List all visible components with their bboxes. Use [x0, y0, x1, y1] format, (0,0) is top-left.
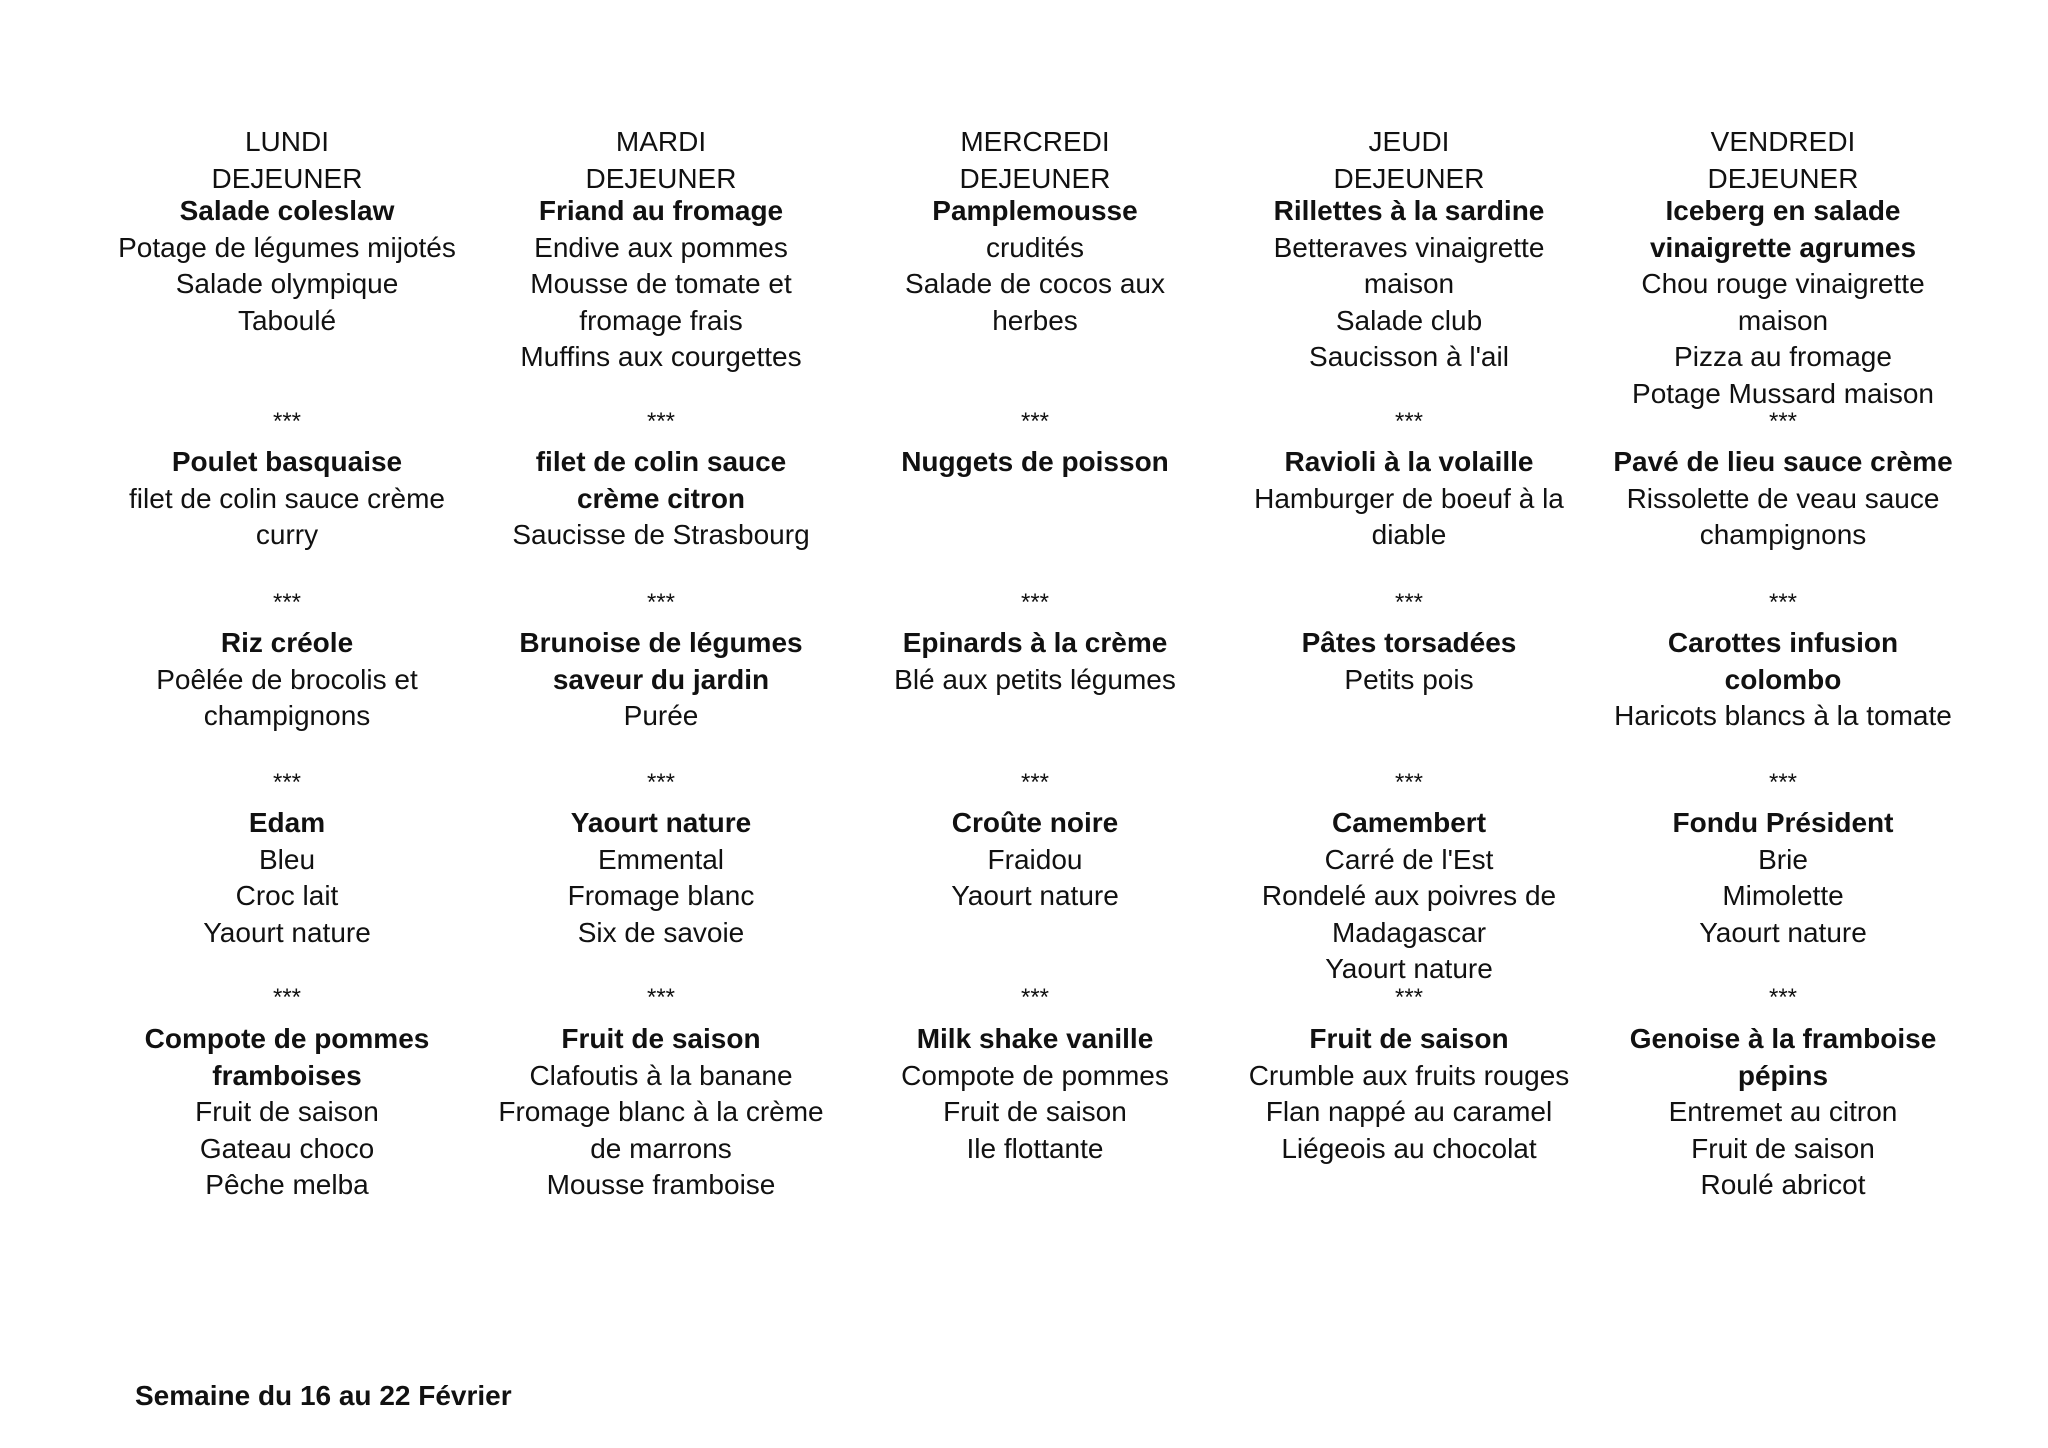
course-separator: *** — [1394, 769, 1424, 796]
dish-main-option: Pamplemousse — [932, 195, 1138, 226]
day-name: JEUDI — [1368, 126, 1450, 157]
dish-alternative: Haricots blancs à la tomate — [1614, 700, 1952, 731]
dish-main-option: Genoise à la framboise pépins — [1629, 1023, 1937, 1091]
day-column-jeudi — [1221, 0, 1597, 1300]
meal-label: DEJEUNER — [1707, 162, 1859, 194]
day-name: VENDREDI — [1710, 126, 1856, 157]
course-separator: *** — [1768, 589, 1798, 616]
dish-alternative: Taboulé — [237, 304, 337, 336]
dish-alternative: Mousse de tomate et fromage frais — [530, 268, 792, 336]
course-separator: *** — [1020, 769, 1050, 796]
dish-alternative: Saucisse de Strasbourg — [512, 519, 810, 550]
dish-main-option: Poulet basquaise — [171, 446, 403, 477]
course-desserts — [99, 1021, 475, 1204]
day-name: LUNDI — [244, 126, 329, 157]
course-starters — [1595, 193, 1971, 412]
dish-alternative: Rondelé aux poivres de Madagascar — [1261, 880, 1557, 948]
dish-main-option: Riz créole — [220, 627, 354, 658]
course-desserts — [1221, 1021, 1597, 1167]
dish-alternative: Salade de cocos aux herbes — [905, 268, 1165, 336]
course-starters — [847, 193, 1223, 339]
dish-main-option: Fruit de saison — [561, 1023, 761, 1054]
day-header — [847, 124, 1223, 197]
meal-label: DEJEUNER — [959, 162, 1111, 194]
dish-alternative: Saucisson à l'ail — [1309, 341, 1509, 372]
dish-alternative: Endive aux pommes — [534, 231, 788, 263]
dish-main-option: Ravioli à la volaille — [1284, 446, 1534, 477]
dish-main-option: Friand au fromage — [538, 195, 784, 226]
dish-alternative: Six de savoie — [577, 916, 745, 948]
course-separator: *** — [1768, 769, 1798, 796]
course-sides — [1221, 625, 1597, 698]
course-separator: *** — [272, 984, 302, 1011]
course-separator: *** — [1020, 984, 1050, 1011]
course-desserts — [1595, 1021, 1971, 1204]
course-separator: *** — [272, 769, 302, 796]
dish-alternative: Flan nappé au caramel — [1265, 1096, 1553, 1127]
course-separator: *** — [1394, 589, 1424, 616]
dish-alternative: Chou rouge vinaigrette maison — [1641, 268, 1925, 336]
dish-alternative: Yaourt nature — [203, 916, 371, 948]
course-separator: *** — [272, 408, 302, 435]
course-desserts — [473, 1021, 849, 1204]
dish-alternative: Pizza au fromage — [1674, 341, 1892, 372]
course-separator: *** — [646, 589, 676, 616]
dish-alternative: Croc lait — [235, 880, 339, 911]
course-separator: *** — [1394, 984, 1424, 1011]
course-separator: *** — [1020, 589, 1050, 616]
course-mains — [1221, 444, 1597, 554]
dish-alternative: Salade olympique — [175, 268, 399, 299]
dish-main-option: Nuggets de poisson — [901, 446, 1169, 477]
dish-alternative: Potage Mussard maison — [1632, 377, 1934, 409]
dish-alternative: Yaourt nature — [951, 880, 1119, 911]
dish-alternative: filet de colin sauce crème curry — [129, 482, 445, 550]
dish-alternative: Poêlée de brocolis et champignons — [156, 663, 418, 731]
meal-label: DEJEUNER — [1333, 162, 1485, 194]
dish-alternative: Bleu — [258, 843, 316, 875]
dish-alternative: Entremet au citron — [1668, 1096, 1898, 1127]
course-mains — [99, 444, 475, 554]
dish-alternative: Muffins aux courgettes — [520, 341, 802, 372]
day-header — [1221, 124, 1597, 197]
course-sides — [473, 625, 849, 735]
meal-label: DEJEUNER — [585, 162, 737, 194]
dish-alternative: Gateau choco — [199, 1132, 375, 1164]
dish-main-option: Compote de pommes framboises — [144, 1023, 430, 1091]
day-header — [99, 124, 475, 197]
dish-alternative: Rissolette de veau sauce champignons — [1626, 482, 1940, 550]
dish-alternative: Ile flottante — [966, 1132, 1104, 1164]
dish-alternative: Petits pois — [1344, 663, 1474, 695]
dish-alternative: crudités — [985, 231, 1085, 263]
course-cheeses — [1221, 805, 1597, 988]
dish-alternative: Fromage blanc — [567, 880, 755, 911]
course-cheeses — [1595, 805, 1971, 951]
dish-main-option: Fruit de saison — [1309, 1023, 1509, 1054]
dish-alternative: Yaourt nature — [1325, 953, 1493, 984]
dish-main-option: Milk shake vanille — [916, 1023, 1154, 1054]
dish-main-option: Carottes infusion colombo — [1667, 627, 1899, 695]
day-header — [1595, 124, 1971, 197]
course-cheeses — [847, 805, 1223, 915]
course-cheeses — [99, 805, 475, 951]
dish-main-option: filet de colin sauce crème citron — [535, 446, 787, 514]
dish-main-option: Edam — [248, 807, 326, 838]
dish-alternative: Mimolette — [1722, 880, 1844, 911]
course-starters — [473, 193, 849, 376]
dish-alternative: Fruit de saison — [1691, 1132, 1875, 1164]
meal-label: DEJEUNER — [211, 162, 363, 194]
day-header — [473, 124, 849, 197]
course-mains — [473, 444, 849, 554]
dish-alternative: Roulé abricot — [1700, 1169, 1866, 1200]
dish-alternative: Liégeois au chocolat — [1281, 1132, 1537, 1164]
course-separator: *** — [646, 408, 676, 435]
dish-main-option: Brunoise de légumes saveur du jardin — [519, 627, 803, 695]
dish-alternative: Clafoutis à la banane — [529, 1059, 793, 1091]
dish-main-option: Fondu Président — [1672, 807, 1894, 838]
day-name: MERCREDI — [960, 126, 1110, 157]
dish-main-option: Yaourt nature — [570, 807, 752, 838]
dish-alternative: Crumble aux fruits rouges — [1248, 1059, 1570, 1091]
dish-alternative: Salade club — [1335, 304, 1483, 336]
dish-alternative: Betteraves vinaigrette maison — [1273, 231, 1545, 299]
dish-alternative: Fruit de saison — [943, 1096, 1127, 1127]
course-separator: *** — [1768, 984, 1798, 1011]
dish-main-option: Pâtes torsadées — [1301, 627, 1517, 658]
dish-alternative: Blé aux petits légumes — [894, 663, 1176, 695]
dish-main-option: Croûte noire — [951, 807, 1119, 838]
dish-main-option: Iceberg en salade vinaigrette agrumes — [1649, 195, 1917, 263]
course-desserts — [847, 1021, 1223, 1167]
dish-alternative: Pêche melba — [205, 1169, 369, 1200]
dish-alternative: Potage de légumes mijotés — [118, 231, 456, 263]
dish-alternative: Fraidou — [987, 843, 1083, 875]
day-column-lundi — [99, 0, 475, 1300]
day-name: MARDI — [615, 126, 707, 157]
dish-alternative: Mousse framboise — [546, 1169, 776, 1200]
dish-alternative: Fruit de saison — [195, 1096, 379, 1127]
course-separator: *** — [1394, 408, 1424, 435]
dish-main-option: Epinards à la crème — [902, 627, 1168, 658]
course-separator: *** — [272, 589, 302, 616]
dish-alternative: Emmental — [597, 843, 725, 875]
course-sides — [847, 625, 1223, 698]
dish-main-option: Camembert — [1331, 807, 1487, 838]
course-sides — [99, 625, 475, 735]
course-mains — [1595, 444, 1971, 554]
day-column-mercredi — [847, 0, 1223, 1300]
dish-main-option: Pavé de lieu sauce crème — [1613, 446, 1953, 477]
dish-alternative: Fromage blanc à la crème de marrons — [498, 1096, 824, 1164]
dish-alternative: Brie — [1758, 843, 1808, 875]
course-separator: *** — [646, 769, 676, 796]
course-separator: *** — [1768, 408, 1798, 435]
dish-alternative: Carré de l'Est — [1324, 843, 1494, 875]
week-caption: Semaine du 16 au 22 Février — [135, 1380, 512, 1411]
course-sides — [1595, 625, 1971, 735]
day-column-mardi — [473, 0, 849, 1300]
course-starters — [1221, 193, 1597, 376]
dish-alternative: Purée — [623, 700, 699, 731]
dish-main-option: Salade coleslaw — [179, 195, 395, 226]
course-separator: *** — [646, 984, 676, 1011]
dish-alternative: Hamburger de boeuf à la diable — [1254, 482, 1564, 550]
course-starters — [99, 193, 475, 339]
dish-main-option: Rillettes à la sardine — [1273, 195, 1545, 226]
day-column-vendredi — [1595, 0, 1971, 1300]
dish-alternative: Yaourt nature — [1699, 916, 1867, 948]
course-mains — [847, 444, 1223, 481]
dish-alternative: Compote de pommes — [901, 1059, 1169, 1091]
course-cheeses — [473, 805, 849, 951]
course-separator: *** — [1020, 408, 1050, 435]
